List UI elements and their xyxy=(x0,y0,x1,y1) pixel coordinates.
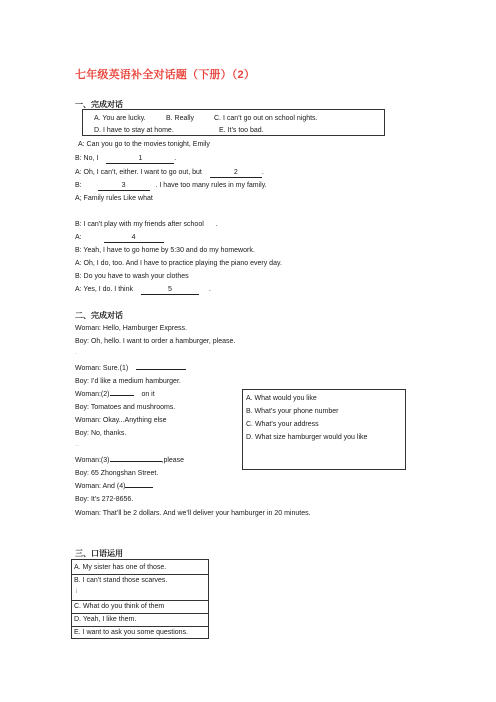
dialog-line: Woman: That’ll be 2 dollars. And we’ll deliver your hamburger in 20 minutes. xyxy=(75,510,311,517)
option-a: A. My sister has one of those. xyxy=(74,564,167,571)
dialog-line: B: I can’t play with my friends after school . xyxy=(75,221,218,228)
dialog-line: A: Can you go to the movies tonight, Emily xyxy=(78,141,210,148)
blank-3[interactable]: 3 xyxy=(98,182,150,191)
section2-heading: 二、完成对话 xyxy=(75,311,123,320)
option-d: D. Yeah, I like them. xyxy=(74,616,137,623)
option-c: C. What do you think of them xyxy=(74,603,165,610)
option-a: A. What would you like xyxy=(246,395,317,402)
dialog-line: Woman: Hello, Hamburger Express. xyxy=(75,325,187,332)
option-b: B. I can’t stand those scarves. xyxy=(74,577,168,584)
section3-options-box xyxy=(71,559,209,639)
dialog-line: Woman:(3) ,please xyxy=(75,457,185,464)
dialog-line: Boy: Oh, hello. I want to order a hamburger, please. xyxy=(75,338,236,345)
dialog-line: B: Yeah, I have to go home by 5:30 and do my homework. xyxy=(75,247,255,254)
option-c: C. What’s your address xyxy=(246,421,319,428)
blank-s2-4[interactable] xyxy=(125,487,153,488)
blank-1[interactable]: 1 xyxy=(106,155,174,164)
dialog-line: A: 4 xyxy=(75,233,164,243)
document-title: 七年级英语补全对话题（下册）（2） xyxy=(75,69,256,81)
dialog-line: A: Oh, I can’t, either. I want to go out, but 2 . xyxy=(75,169,264,176)
dialog-line: Woman:(2) on it xyxy=(75,391,155,398)
option-e: E. It’s too bad. xyxy=(219,127,264,134)
dialog-line: Boy: No, thanks. xyxy=(75,430,127,437)
section2-options-box xyxy=(242,389,406,470)
option-c: C. I can’t go out on school nights. xyxy=(214,115,318,122)
dialog-line: B: Do you have to wash your clothes xyxy=(75,273,189,280)
blank-2[interactable]: 2 xyxy=(210,169,262,178)
dialog-line: A; Family rules Like what xyxy=(75,195,153,202)
dialog-line: Boy: Tomatoes and mushrooms. xyxy=(75,404,176,411)
dialog-line: Boy: It’s 272-8656. xyxy=(75,496,134,503)
stray-mark: i xyxy=(76,589,78,595)
blank-s2-2[interactable] xyxy=(110,395,134,396)
dialog-line: Woman: Okay...Anything else xyxy=(75,417,167,424)
option-b: B. Really xyxy=(166,115,195,122)
blank-5[interactable]: 5 xyxy=(141,286,199,295)
dialog-line: Woman: And (4) xyxy=(75,482,153,491)
option-e: E. I want to ask you some questions. xyxy=(74,629,189,636)
blank-s2-3[interactable] xyxy=(110,461,162,462)
dialog-line: Boy: 65 Zhongshan Street. xyxy=(75,470,159,477)
section1-options-box xyxy=(82,109,385,136)
dialog-line: B: 3 . I have too many rules in my family. xyxy=(75,182,267,189)
dialog-line: B: No, I 1 . xyxy=(75,155,177,162)
stray-mark: · xyxy=(75,351,77,357)
dialog-line: A: Oh, I do, too. And I have to practice playing the piano every day. xyxy=(75,260,282,267)
dialog-line: A: Yes, I do. I think 5 . xyxy=(75,286,211,293)
option-b: B. What’s your phone number xyxy=(246,408,339,415)
section3-heading: 三、口语运用 xyxy=(75,549,123,558)
blank-4[interactable]: 4 xyxy=(104,234,164,243)
blank-s2-1[interactable] xyxy=(136,369,186,370)
stray-mark: ·· xyxy=(75,443,79,449)
option-a: A. You are lucky. xyxy=(94,115,146,122)
section1-heading: 一、完成对话 xyxy=(75,100,123,109)
option-d: D. What size hamburger would you like xyxy=(246,434,368,441)
dialog-line: Boy: I’d like a medium hamburger. xyxy=(75,378,181,385)
dialog-line: Woman: Sure.(1) xyxy=(75,364,186,373)
option-d: D. I have to stay at home. xyxy=(94,127,174,134)
